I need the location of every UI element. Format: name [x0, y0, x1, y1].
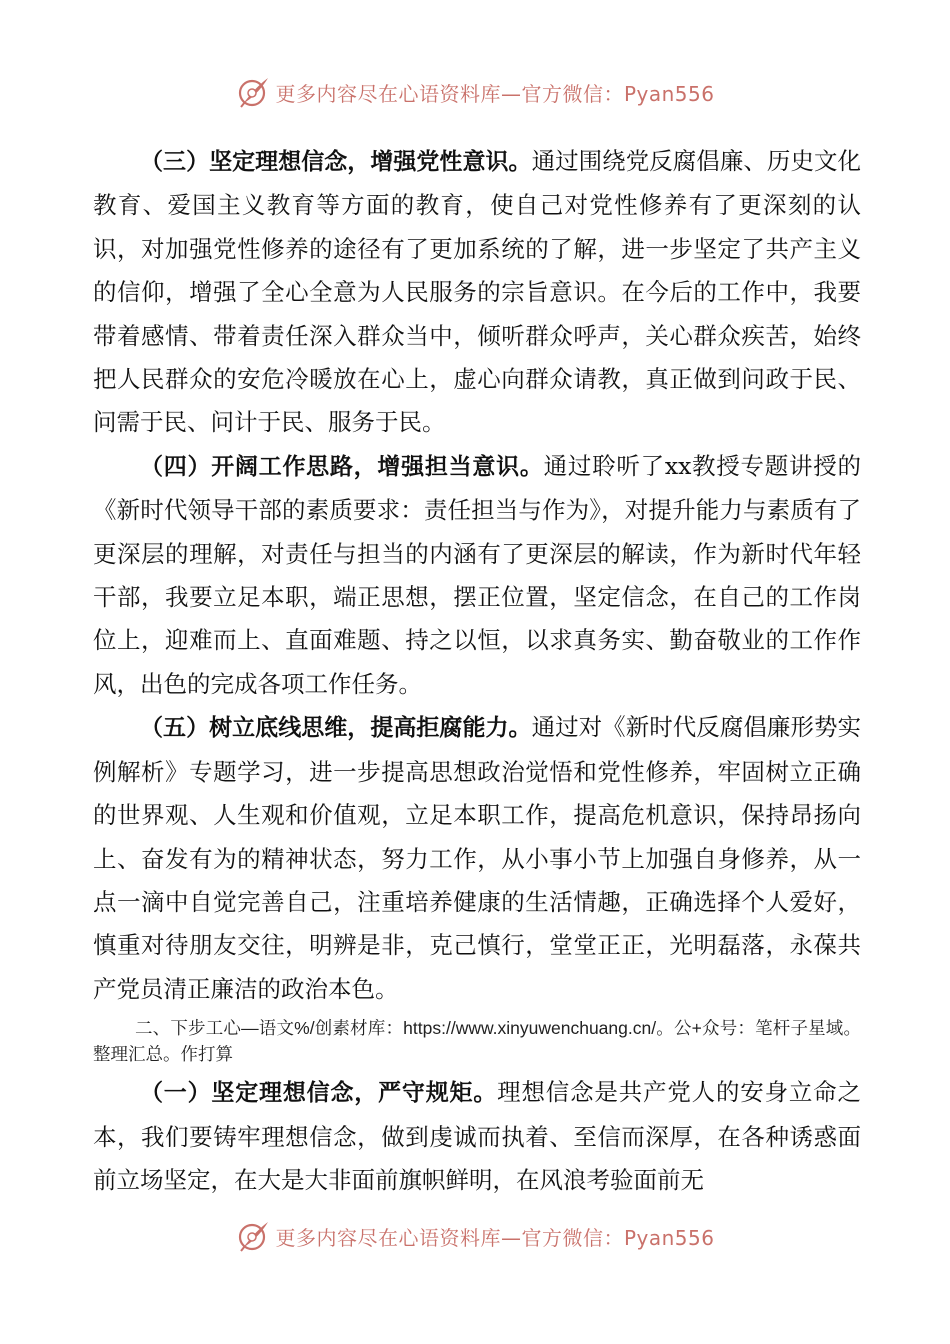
paragraph-text: 理想信念是共产党人的安身立命之本，我们要铸牢理想信念，做到虔诚而执着、至信而深厚，在各种诱惑面前立场坚定，在大是大非面前旗帜鲜明，在风浪考验面前无 [93, 1078, 862, 1194]
paragraph-4 [93, 445, 861, 706]
quill-logo-icon [235, 74, 271, 110]
paragraph-text: 通过聆听了xx教授专题讲授的《新时代领导干部的素质要求：责任担当与作为》，对提升能力与素质有了更深层的理解，对责任与担当的内涵有了更深层的解读，作为新时代年轻干部，我要立足本职，端正思想，摆正位置，坚定信念，在自己的工作岗位上，迎难而上、直面难题、持之以恒，以求真务实、勤奋敬业的工作作风，出色的完成各项工作任务。 [93, 451, 862, 698]
paragraph-heading: （一）坚定理想信念，严守规矩。 [140, 1080, 498, 1107]
paragraph-5 [93, 706, 861, 1011]
paragraph-text: 通过对《新时代反腐倡廉形势实例解析》专题学习，进一步提高思想政治觉悟和党性修养，牢固树立正确的世界观、人生观和价值观，立足本职工作，提高危机意识，保持昂扬向上、奋发有为的精神状态，努力工作，从小事小节上加强自身修养，从一点一滴中自觉完善自己，注重培养健康的生活情趣，正确选择个人爱好，慎重对待朋友交往，明辨是非，克己慎行，堂堂正正，光明磊落，永葆共产党员清正廉洁的政治本色。 [93, 713, 862, 1003]
paragraph-heading: （三）坚定理想信念，增强党性意识。 [140, 149, 532, 175]
watermark-text: 更多内容尽在心语资料库—官方微信：Pyan556 [275, 81, 715, 106]
paragraph-heading: （五）树立底线思维，提高拒腐能力。 [140, 715, 532, 742]
paragraph-text: 通过围绕党反腐倡廉、历史文化教育、爱国主义教育等方面的教育，使自己对党性修养有了更深刻的认识，对加强党性修养的途径有了更加系统的了解，进一步坚定了共产主义的信仰，增强了全心全意为人民服务的宗旨意识。在今后的工作中，我要带着感情、带着责任深入群众当中，倾听群众呼声，关心群众疾苦，始终把人民群众的安危冷暖放在心上，虚心向群众请教，真正做到问政于民、问需于民、问计于民、服务于民。 [93, 147, 862, 437]
paragraph-next-1 [93, 1071, 861, 1202]
section-two-title: 二、下步工心—语文%/创素材库：https://www.xinyuwenchuang.cn/。公+众号：笔杆子星域。整理汇总。作打算 [93, 1018, 861, 1065]
paragraph-heading: （四）开阔工作思路，增强担当意识。 [140, 453, 544, 480]
document-body [93, 140, 861, 1202]
watermark-text: 更多内容尽在心语资料库—官方微信：Pyan556 [275, 1225, 715, 1250]
quill-logo-icon [235, 1218, 271, 1254]
paragraph-3 [93, 140, 861, 445]
watermark-footer [0, 1216, 950, 1256]
watermark-header [0, 72, 950, 112]
